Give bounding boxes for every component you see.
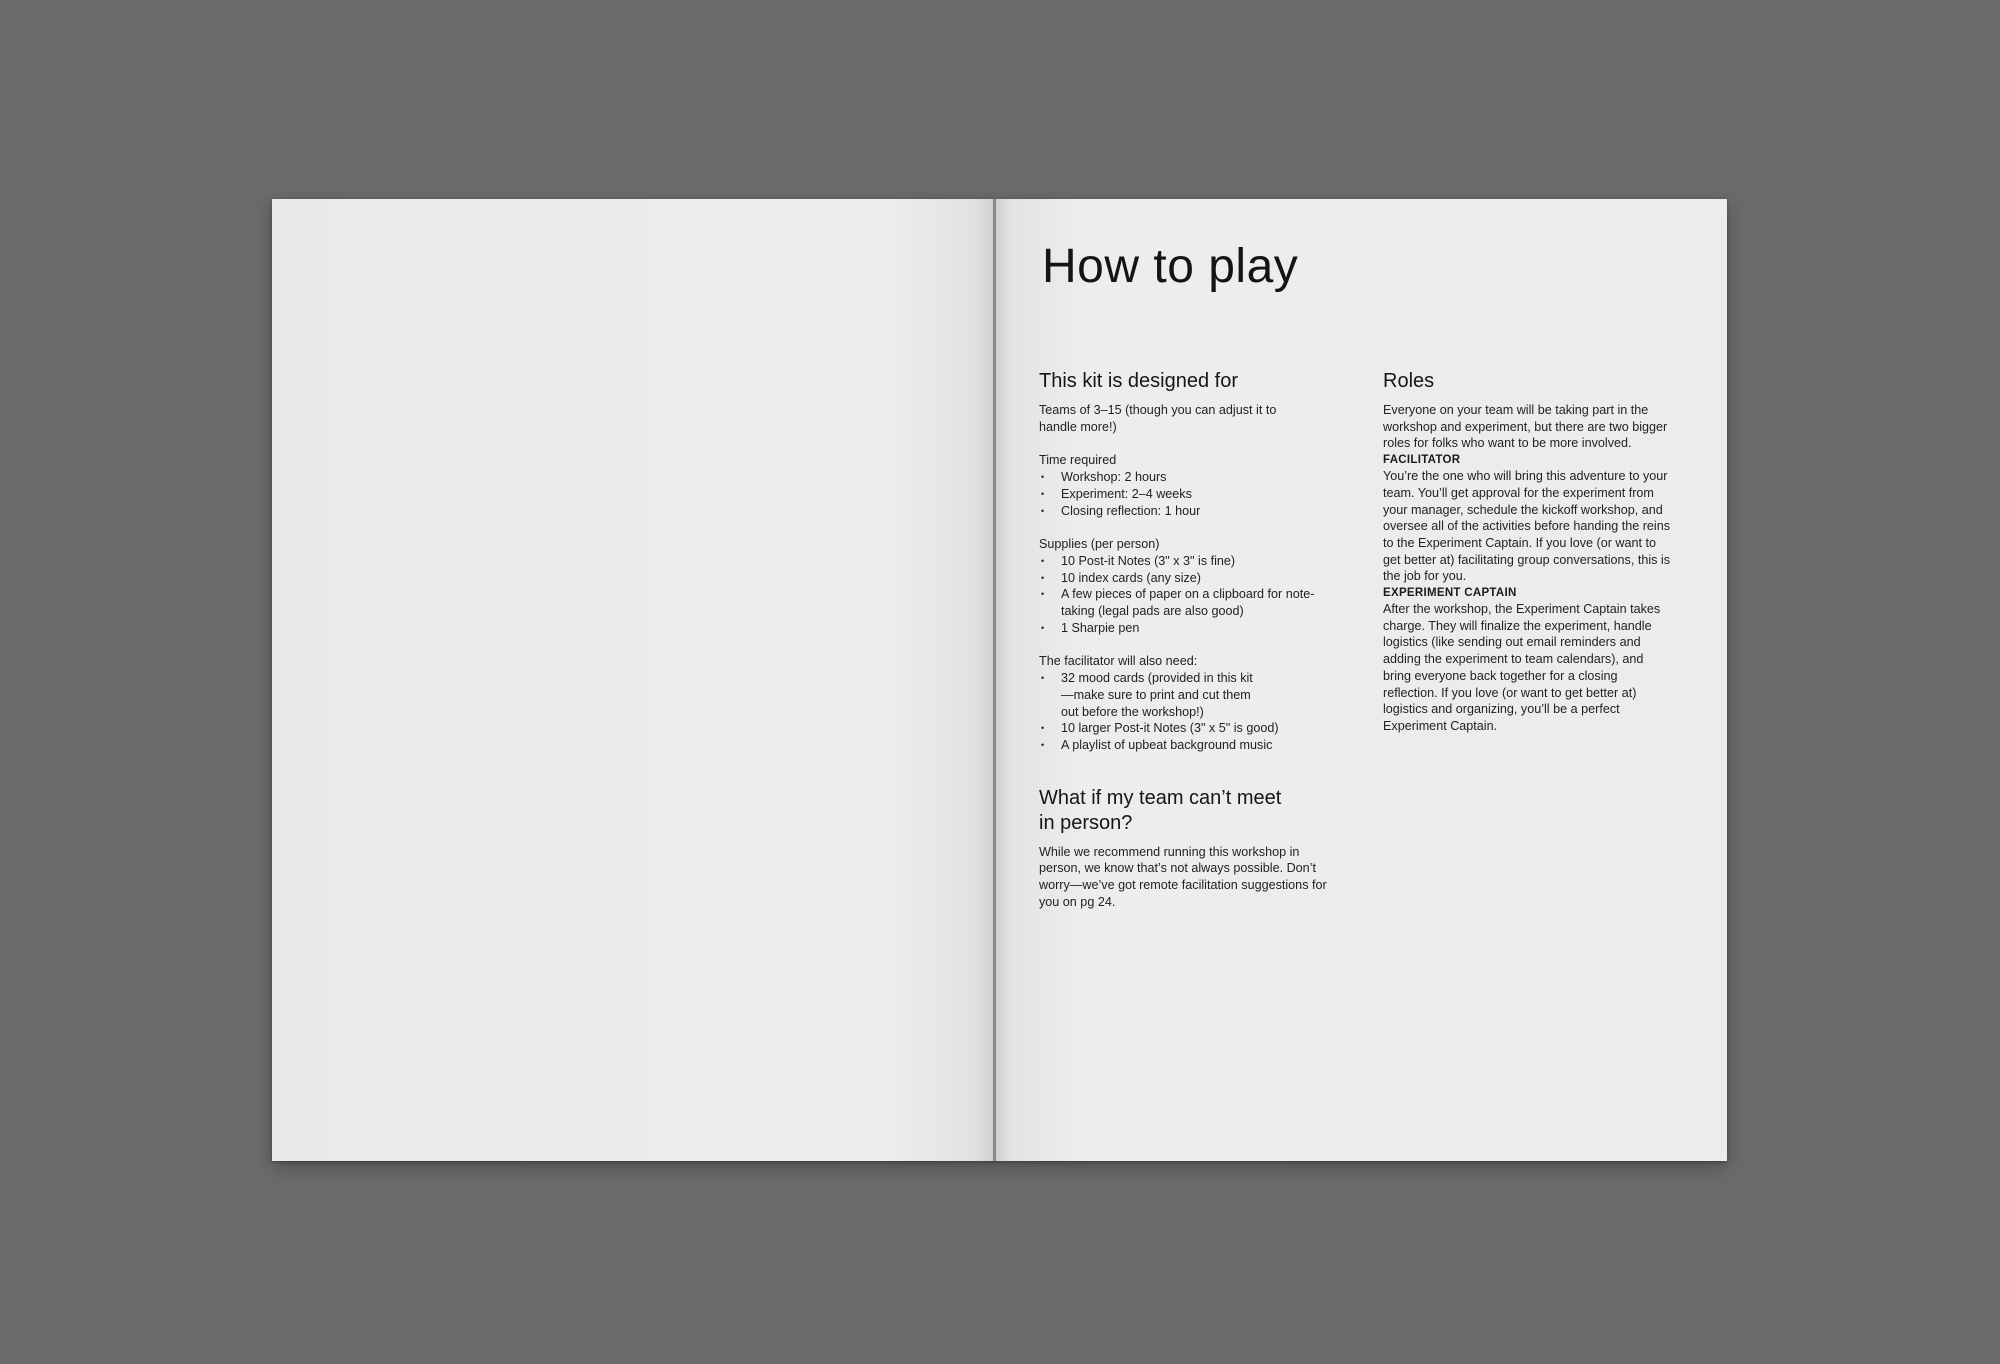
facilitator-needs-list <box>1039 670 1339 754</box>
teams-text: Teams of 3–15 (though you can adjust it to handle more!) <box>1039 403 1277 434</box>
page-title: How to play <box>1042 240 1299 293</box>
list-item: • 10 index cards (any size) <box>1039 570 1339 587</box>
list-item: • 10 larger Post-it Notes (3" x 5" is good) <box>1039 720 1339 737</box>
roles-heading: Roles <box>1383 370 1435 392</box>
remote-text: While we recommend running this workshop in person, we know that’s not always possible. Don’t worry—we’ve got remote facilitation suggestions for you on pg 24. <box>1039 844 1327 909</box>
list-item: • 32 mood cards (provided in this kit—make sure to print and cut them out before the workshop!) <box>1039 670 1261 720</box>
right-column <box>1383 369 1673 735</box>
left-column <box>1039 369 1339 910</box>
open-booklet <box>272 199 1727 1161</box>
facilitator-title: FACILITATOR <box>1383 454 1461 467</box>
left-page-blank <box>272 199 995 1161</box>
time-list <box>1039 469 1339 519</box>
facilitator-text: You’re the one who will bring this adventure to your team. You’ll get approval for the experiment from your manager, schedule the kickoff workshop, and oversee all of the activities before handing the reins to the Experiment Captain. If you love (or want to get better at) facilitating group conversations, this is the job for you. <box>1383 469 1671 584</box>
list-item: • 10 Post-it Notes (3" x 3" is fine) <box>1039 553 1339 570</box>
list-item: • Experiment: 2–4 weeks <box>1039 486 1339 503</box>
captain-text: After the workshop, the Experiment Captain takes charge. They will finalize the experiment, handle logistics (like sending out email reminders and adding the experiment to team calendars), and bring everyone back together for a closing reflection. If you love (or want to get better at) logistics and organizing, you’ll be a perfect Experiment Captain. <box>1383 602 1661 733</box>
list-item: • Closing reflection: 1 hour <box>1039 503 1339 520</box>
time-label: Time required <box>1039 453 1117 468</box>
remote-heading: What if my team can’t meet in person? <box>1039 786 1282 834</box>
roles-intro: Everyone on your team will be taking part in the workshop and experiment, but there are two bigger roles for folks who want to be more involved. <box>1383 403 1668 451</box>
supplies-label: Supplies (per person) <box>1039 537 1160 552</box>
list-item: • Workshop: 2 hours <box>1039 469 1339 486</box>
captain-title: EXPERIMENT CAPTAIN <box>1383 587 1517 600</box>
facilitator-needs-label: The facilitator will also need: <box>1039 654 1198 669</box>
list-item: • A few pieces of paper on a clipboard for note-taking (legal pads are also good) <box>1039 586 1339 619</box>
supplies-list <box>1039 553 1339 637</box>
list-item: • 1 Sharpie pen <box>1039 620 1339 637</box>
designed-for-heading: This kit is designed for <box>1039 370 1238 392</box>
list-item: • A playlist of upbeat background music <box>1039 737 1339 754</box>
